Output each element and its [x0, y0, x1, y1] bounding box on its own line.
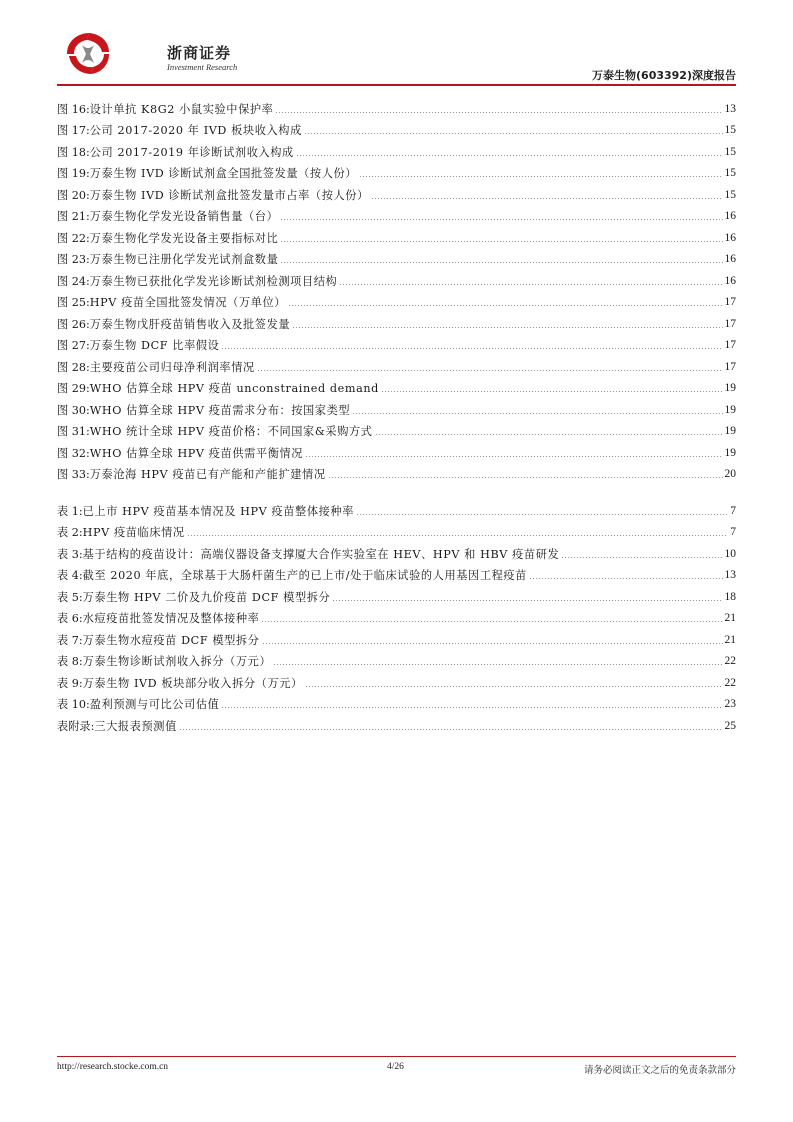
- figure-list: [57, 98, 736, 485]
- dot-leader: [261, 621, 722, 622]
- dot-leader: [305, 686, 723, 687]
- dot-leader: [332, 600, 722, 601]
- toc-figure-entry[interactable]: [57, 270, 736, 292]
- toc-title: HPV 疫苗全国批签发情况（万单位）: [89, 296, 287, 310]
- toc-page-number: 15: [724, 145, 736, 158]
- dot-leader: [221, 707, 722, 708]
- toc-page-number: 16: [724, 253, 736, 266]
- dot-leader: [352, 413, 722, 414]
- toc-title: WHO 估算全球 HPV 疫苗供需平衡情况: [89, 446, 304, 460]
- dot-leader: [280, 262, 722, 263]
- toc-title: 万泰生物 IVD 诊断试剂盒全国批签发量（按人份）: [89, 167, 358, 181]
- dot-leader: [221, 348, 722, 349]
- toc-title: 三大报表预测值: [94, 719, 177, 733]
- dot-leader: [328, 477, 723, 478]
- toc-figure-entry[interactable]: [57, 249, 736, 271]
- toc-title: WHO 估算全球 HPV 疫苗 unconstrained demand: [89, 382, 379, 396]
- toc-label: 表 7:: [57, 633, 83, 647]
- toc-title: 公司 2017-2020 年 IVD 板块收入构成: [89, 124, 302, 138]
- toc-table-entry[interactable]: [57, 608, 736, 630]
- toc-title: 万泰生物化学发光设备销售量（台）: [89, 210, 279, 224]
- toc-title: 万泰生物 IVD 板块部分收入拆分（万元）: [82, 676, 303, 690]
- brand-name-cn: 浙商证券: [167, 44, 232, 62]
- toc-figure-entry[interactable]: [57, 98, 736, 120]
- footer-divider: [57, 1056, 736, 1057]
- toc-label: 图 28:: [57, 360, 90, 374]
- toc-page-number: 19: [724, 382, 736, 395]
- toc-label: 图 25:: [57, 296, 90, 310]
- toc-figure-entry[interactable]: [57, 206, 736, 228]
- toc-figure-entry[interactable]: [57, 141, 736, 163]
- toc-figure-entry[interactable]: [57, 356, 736, 378]
- toc-label: 表 1:: [57, 504, 83, 518]
- dot-leader: [296, 155, 723, 156]
- toc-page-number: 17: [724, 339, 736, 352]
- toc-label: 图 29:: [57, 382, 90, 396]
- toc-table-entry[interactable]: [57, 500, 736, 522]
- toc-label: 图 23:: [57, 253, 90, 267]
- toc-title: 万泰生物 IVD 诊断试剂盒批签发量市占率（按人份）: [89, 188, 369, 202]
- dot-leader: [179, 729, 723, 730]
- toc-label: 表 3:: [57, 547, 83, 561]
- dot-leader: [359, 176, 722, 177]
- toc-title: 万泰生物已获批化学发光诊断试剂检测项目结构: [89, 274, 338, 288]
- toc-figure-entry[interactable]: [57, 184, 736, 206]
- toc-label: 表 6:: [57, 612, 83, 626]
- toc-label: 图 26:: [57, 317, 90, 331]
- dot-leader: [304, 133, 723, 134]
- toc-page-number: 21: [724, 633, 736, 646]
- toc-title: 基于结构的疫苗设计：高端仪器设备支撑厦大合作实验室在 HEV、HPV 和 HBV 疫苗研发: [82, 547, 560, 561]
- toc-page-number: 23: [724, 698, 736, 711]
- toc-figure-entry[interactable]: [57, 442, 736, 464]
- toc-page-number: 13: [724, 102, 736, 115]
- page-number: 4/26: [387, 1062, 404, 1072]
- toc-table-entry[interactable]: [57, 715, 736, 737]
- dot-leader: [381, 391, 723, 392]
- toc-page-number: 25: [724, 719, 736, 732]
- toc-page-number: 20: [724, 468, 736, 481]
- toc-title: 设计单抗 K8G2 小鼠实验中保护率: [89, 102, 274, 116]
- page-header: [57, 28, 736, 86]
- toc-label: 表 5:: [57, 590, 83, 604]
- toc-table-entry[interactable]: [57, 672, 736, 694]
- toc-table-entry[interactable]: [57, 543, 736, 565]
- toc-label: 图 24:: [57, 274, 90, 288]
- toc-label: 图 27:: [57, 339, 90, 353]
- toc-page-number: 22: [724, 655, 736, 668]
- toc-table-entry[interactable]: [57, 694, 736, 716]
- toc-title: 万泰生物 DCF 比率假设: [89, 339, 220, 353]
- dot-leader: [275, 112, 722, 113]
- footer-url-link[interactable]: http://research.stocke.com.cn: [57, 1062, 169, 1072]
- toc-page-number: 15: [724, 188, 736, 201]
- dot-leader: [292, 327, 722, 328]
- toc-figure-entry[interactable]: [57, 421, 736, 443]
- toc-page-number: 19: [724, 446, 736, 459]
- toc-table-entry[interactable]: [57, 629, 736, 651]
- toc-page-number: 17: [724, 317, 736, 330]
- toc-table-entry[interactable]: [57, 565, 736, 587]
- toc-figure-entry[interactable]: [57, 464, 736, 486]
- toc-label: 图 22:: [57, 231, 90, 245]
- toc-page-number: 18: [724, 590, 736, 603]
- toc-page-number: 21: [724, 612, 736, 625]
- dot-leader: [187, 535, 729, 536]
- toc-label: 图 31:: [57, 425, 90, 439]
- dot-leader: [273, 664, 722, 665]
- toc-title: 万泰沧海 HPV 疫苗已有产能和产能扩建情况: [89, 468, 326, 482]
- toc-page-number: 16: [724, 231, 736, 244]
- toc-title: 万泰生物水痘疫苗 DCF 模型拆分: [82, 633, 260, 647]
- footer-disclaimer: 请务必阅读正文之后的免责条款部分: [583, 1065, 736, 1076]
- dot-leader: [280, 241, 722, 242]
- toc-title: 万泰生物诊断试剂收入拆分（万元）: [82, 655, 272, 669]
- toc-page-number: 15: [724, 167, 736, 180]
- toc-title: 万泰生物戊肝疫苗销售收入及批签发量: [89, 317, 291, 331]
- toc-label: 表 4:: [57, 569, 83, 583]
- toc-figure-entry[interactable]: [57, 120, 736, 142]
- toc-label: 图 16:: [57, 102, 90, 116]
- dot-leader: [288, 305, 722, 306]
- toc-title: 公司 2017-2019 年诊断试剂收入构成: [89, 145, 294, 159]
- toc-figure-entry[interactable]: [57, 292, 736, 314]
- toc-title: 截至 2020 年底，全球基于大肠杆菌生产的已上市/处于临床试验的人用基因工程疫苗: [82, 569, 527, 583]
- toc-page-number: 16: [724, 274, 736, 287]
- toc-title: WHO 统计全球 HPV 疫苗价格：不同国家&采购方式: [89, 425, 373, 439]
- toc-page-number: 17: [724, 360, 736, 373]
- toc-label: 图 19:: [57, 167, 90, 181]
- dot-leader: [305, 456, 722, 457]
- toc-label: 表 8:: [57, 655, 83, 669]
- toc-page-number: 7: [730, 504, 736, 517]
- toc-figure-entry[interactable]: [57, 313, 736, 335]
- dot-leader: [280, 219, 722, 220]
- toc-page-number: 19: [724, 403, 736, 416]
- dot-leader: [257, 370, 723, 371]
- dot-leader: [262, 643, 723, 644]
- toc-label: 表附录:: [57, 719, 95, 733]
- toc-label: 表 10:: [57, 698, 90, 712]
- report-title: 万泰生物(603392)深度报告: [592, 69, 736, 82]
- dot-leader: [339, 284, 722, 285]
- toc-page-number: 10: [724, 547, 736, 560]
- toc-figure-entry[interactable]: [57, 227, 736, 249]
- toc-page-number: 7: [730, 526, 736, 539]
- toc-title: 已上市 HPV 疫苗基本情况及 HPV 疫苗整体接种率: [82, 504, 354, 518]
- company-logo-icon: [63, 30, 113, 76]
- dot-leader: [529, 578, 723, 579]
- toc-label: 表 9:: [57, 676, 83, 690]
- toc-table-entry[interactable]: [57, 522, 736, 544]
- dot-leader: [371, 198, 723, 199]
- toc-page-number: 16: [724, 210, 736, 223]
- toc-title: HPV 疫苗临床情况: [82, 526, 185, 540]
- toc-page-number: 17: [724, 296, 736, 309]
- toc-label: 图 32:: [57, 446, 90, 460]
- toc-page-number: 19: [724, 425, 736, 438]
- toc-page-number: 22: [724, 676, 736, 689]
- header-divider: [57, 84, 736, 86]
- toc-label: 表 2:: [57, 526, 83, 540]
- toc-figure-entry[interactable]: [57, 378, 736, 400]
- toc-title: 万泰生物化学发光设备主要指标对比: [89, 231, 279, 245]
- toc-label: 图 33:: [57, 468, 90, 482]
- toc-title: 万泰生物 HPV 二价及九价疫苗 DCF 模型拆分: [82, 590, 331, 604]
- toc-label: 图 18:: [57, 145, 90, 159]
- brand-name-en: Investment Research: [167, 62, 238, 72]
- dot-leader: [356, 514, 728, 515]
- toc-figure-entry[interactable]: [57, 163, 736, 185]
- table-list: [57, 500, 736, 737]
- toc-page-number: 15: [724, 124, 736, 137]
- dot-leader: [561, 557, 722, 558]
- toc-label: 图 20:: [57, 188, 90, 202]
- toc-title: 盈利预测与可比公司估值: [89, 698, 220, 712]
- toc-figure-entry[interactable]: [57, 399, 736, 421]
- toc-table-entry[interactable]: [57, 651, 736, 673]
- toc-title: 万泰生物已注册化学发光试剂盒数量: [89, 253, 279, 267]
- page-footer: [57, 1056, 736, 1076]
- toc-label: 图 17:: [57, 124, 90, 138]
- toc-figure-entry[interactable]: [57, 335, 736, 357]
- dot-leader: [375, 434, 723, 435]
- toc-title: 水痘疫苗批签发情况及整体接种率: [82, 612, 260, 626]
- toc-label: 图 21:: [57, 210, 90, 224]
- toc-title: 主要疫苗公司归母净利润率情况: [89, 360, 255, 374]
- toc-label: 图 30:: [57, 403, 90, 417]
- toc-table-entry[interactable]: [57, 586, 736, 608]
- toc-title: WHO 估算全球 HPV 疫苗需求分布：按国家类型: [89, 403, 351, 417]
- toc-page-number: 13: [724, 569, 736, 582]
